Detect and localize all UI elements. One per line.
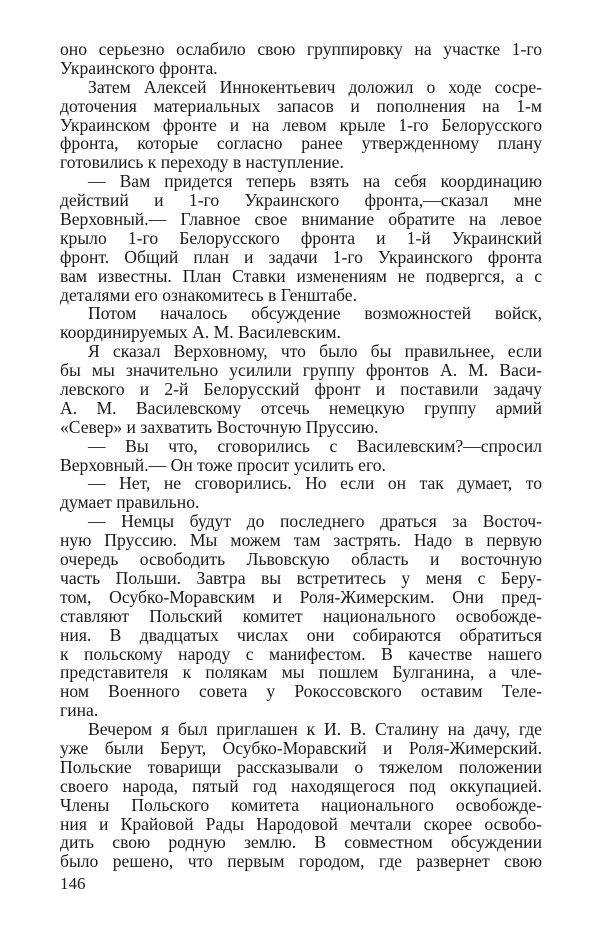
text-line: Верховный.— Главное свое внимание обратите на левое: [60, 209, 542, 230]
text-line: Верховный.— Он тоже просит усилить его.: [60, 454, 386, 475]
text-line: том, Осубко-Моравским и Роля-Жимерским. Они пред-: [60, 586, 542, 607]
text-line: Потом началось обсуждение возможностей войск,: [88, 303, 542, 324]
text-line: координируемых А. М. Василевским.: [60, 322, 341, 343]
paragraph: [60, 78, 542, 172]
book-page-text: [60, 40, 542, 871]
text-line: думает правильно.: [60, 492, 200, 513]
text-line: ном Военного совета у Рокоссовского оставим Теле-: [60, 681, 542, 702]
text-line: Затем Алексей Иннокентьевич доложил о ходе сосре-: [88, 76, 542, 97]
paragraph: [60, 172, 542, 304]
text-line: часть Польши. Завтра вы встретитесь у меня с Беру-: [60, 567, 542, 588]
text-line: Польские товарищи рассказывали о тяжелом положении: [60, 756, 542, 777]
text-line: А. М. Василевскому отсечь немецкую группу армий: [60, 397, 542, 418]
paragraph: [60, 40, 542, 78]
text-line: гина.: [60, 700, 99, 721]
text-line: ставляют Польский комитет национального освобожде-: [60, 605, 542, 626]
text-line: Украинском фронте и на левом крыле 1-го Белорусского: [60, 114, 542, 135]
text-line: — Нет, не сговорились. Но если он так думает, то: [88, 473, 542, 494]
text-line: Вечером я был приглашен к И. В. Сталину на дачу, где: [88, 719, 542, 740]
text-line: — Немцы будут до последнего драться за Восточ-: [88, 511, 542, 532]
paragraph: [60, 474, 542, 512]
text-line: готовились к переходу в наступление.: [60, 152, 344, 173]
text-line: левского и 2-й Белорусский фронт и поставили задачу: [60, 379, 542, 400]
text-line: «Север» и захватить Восточную Пруссию.: [60, 416, 379, 437]
text-line: представителя к полякам мы пошлем Булганина, а чле-: [60, 662, 542, 683]
text-line: фронта, которые согласно ранее утвержденному плану: [60, 133, 542, 154]
text-line: Я сказал Верховному, что было бы правильнее, если: [88, 341, 542, 362]
text-line: было решено, что первым городом, где развернет свою: [60, 851, 542, 872]
text-line: ную Пруссию. Мы можем там застрять. Надо в первую: [60, 530, 542, 551]
paragraph: [60, 512, 542, 720]
text-line: фронт. Общий план и задачи 1-го Украинского фронта: [60, 246, 542, 267]
text-line: к польскому народу с манифестом. В качестве нашего: [60, 643, 542, 664]
text-line: оно серьезно ослабило свою группировку на участке 1-го: [60, 39, 542, 59]
text-line: — Вы что, сговорились с Василевским?—спросил: [88, 435, 542, 456]
text-line: деталями его ознакомитесь в Генштабе.: [60, 284, 357, 305]
text-line: своего народа, пятый год находящегося под оккупацией.: [60, 775, 542, 796]
text-line: вам известны. План Ставки изменениям не подвергся, а с: [60, 265, 542, 286]
text-line: — Вам придется теперь взять на себя координацию: [88, 171, 542, 192]
text-line: дить свою родную землю. В совместном обсуждении: [60, 832, 542, 853]
text-line: действий и 1-го Украинского фронта,—сказал мне: [60, 190, 542, 211]
text-line: крыло 1-го Белорусского фронта и 1-й Украинский: [60, 227, 542, 248]
paragraph: [60, 437, 542, 475]
text-line: очередь освободить Львовскую область и восточную: [60, 549, 542, 570]
text-line: доточения материальных запасов и пополнения на 1-м: [60, 95, 542, 116]
text-line: ния и Крайовой Рады Народовой мечтали скорее освобо-: [60, 813, 542, 834]
text-line: Члены Польского комитета национального освобожде-: [60, 794, 542, 815]
page-number: 146: [60, 874, 86, 893]
text-line: уже были Берут, Осубко-Моравский и Роля-Жимерский.: [60, 737, 542, 758]
paragraph: [60, 720, 542, 871]
paragraph: [60, 304, 542, 342]
text-line: бы мы значительно усилили группу фронтов А. М. Васи-: [60, 360, 542, 381]
text-line: Украинского фронта.: [60, 57, 218, 78]
paragraph: [60, 342, 542, 436]
text-line: ния. В двадцатых числах они собираются обратиться: [60, 624, 542, 645]
